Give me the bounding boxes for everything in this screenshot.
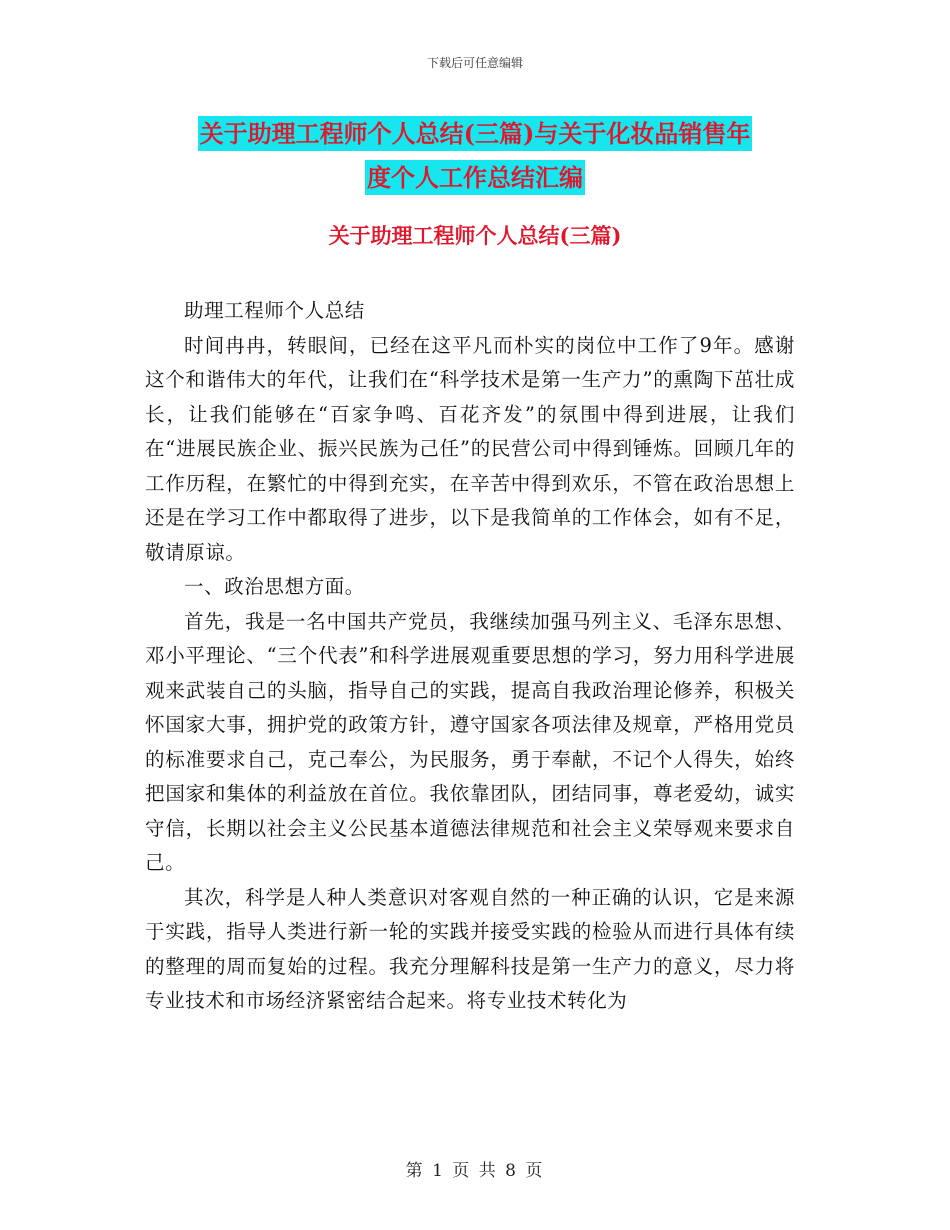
document-body [145,294,795,1019]
paragraph-second: 其次，科学是人种人类意识对客观自然的一种正确的认识，它是来源于实践，指导人类进行新一轮的实践并接受实践的检验从而进行具体有续的整理的周而复始的过程。我充分理解科技是第一生产力的意义，尽力将专业技术和市场经济紧密结合起来。将专业技术转化为 [145,885,795,1012]
header-note: 下载后可任意编辑 [426,56,523,70]
paragraph-subtitle: 助理工程师个人总结 [184,299,365,322]
document-title [145,112,805,200]
paragraph-first: 首先，我是一名中国共产党员，我继续加强马列主义、毛泽东思想、邓小平理论、“三个代表”和科学进展观重要思想的学习，努力用科学进展观来武装自己的头脑，指导自己的实践，提高自我政治理论修养，积极关怀国家大事，拥护党的政策方针，遵守国家各项法律及规章，严格用党员的标准要求自己，克己奉公，为民服务，勇于奉献，不记个人得失，始终把国家和集体的利益放在首位。我依靠团队，团结同事，尊老爱幼，诚实守信，长期以社会主义公民基本道德法律规范和社会主义荣辱观来要求自己。 [145,609,795,874]
document-title-line-2: 度个人工作总结汇编 [365,160,585,195]
document-title-line-1: 关于助理工程师个人总结(三篇)与关于化妆品销售年 [198,116,753,151]
section-title: 关于助理工程师个人总结(三篇) [328,223,622,248]
page-number: 第 1 页 共 8 页 [405,1161,545,1181]
paragraph-heading-politics: 一、政治思想方面。 [184,575,365,598]
paragraph-intro: 时间冉冉，转眼间，已经在这平凡而朴实的岗位中工作了9年。感谢这个和谐伟大的年代，让我们在“科学技术是第一生产力”的熏陶下茁壮成长，让我们能够在“百家争鸣、百花齐发”的氛围中得到进展，让我们在“进展民族企业、振兴民族为己任”的民营公司中得到锤炼。回顾几年的工作历程，在繁忙的中得到充实，在辛苦中得到欢乐，不管在政治思想上还是在学习工作中都取得了进步，以下是我简单的工作体会，如有不足，敬请原谅。 [145,333,795,564]
